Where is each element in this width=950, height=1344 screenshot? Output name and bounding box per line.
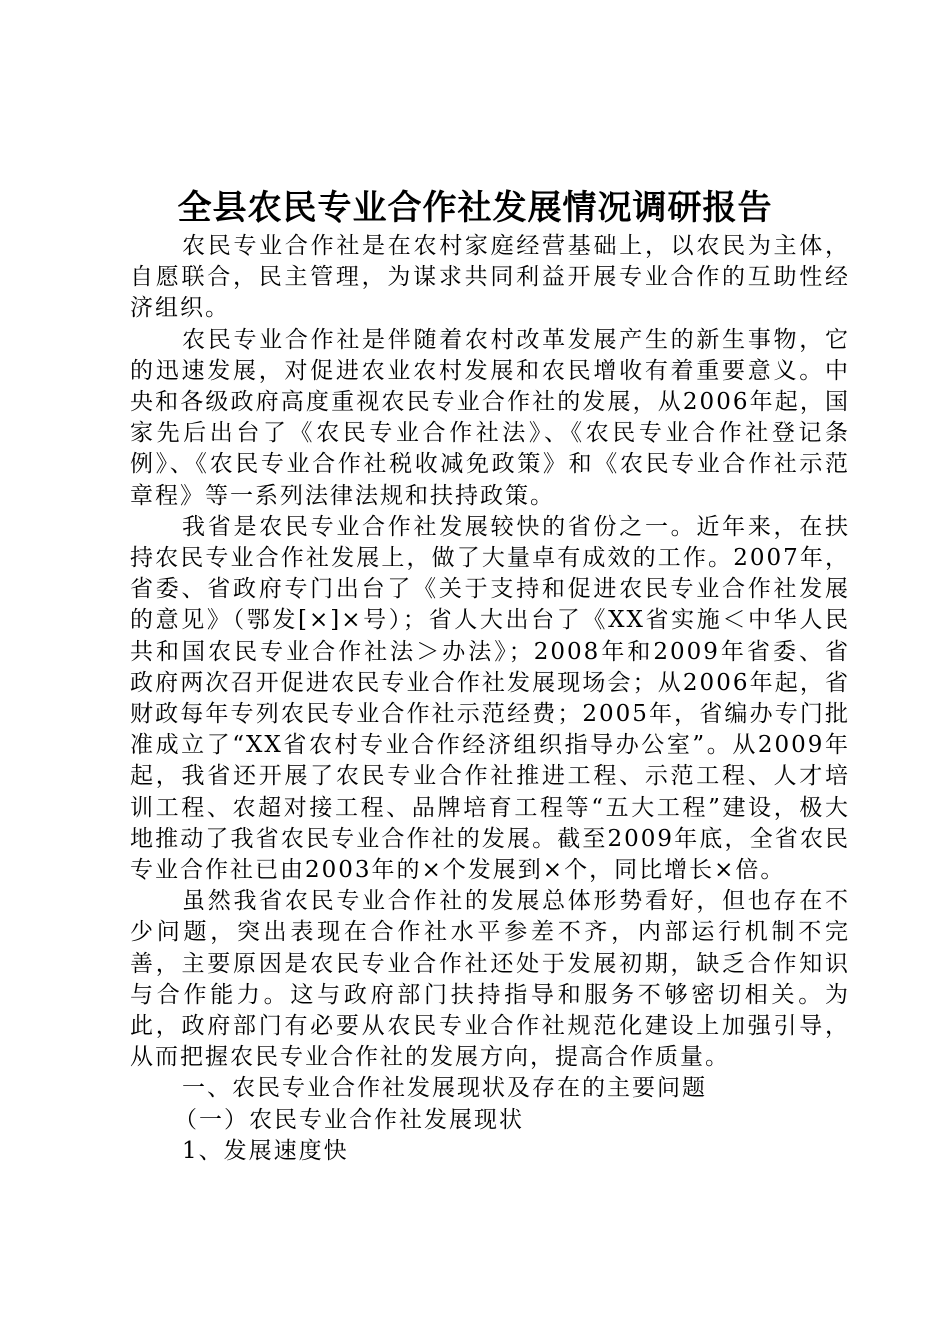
section-heading-1: 一、农民专业合作社发展现状及存在的主要问题 [182,1075,707,1102]
paragraph-definition: 农民专业合作社是在农村家庭经营基础上，以农民为主体，自愿联合，民主管理，为谋求共同利益开展专业合作的互助性经济组织。 [130,233,850,322]
paragraph-problems: 虽然我省农民专业合作社的发展总体形势看好，但也存在不少问题，突出表现在合作社水平参差不齐，内部运行机制不完善，主要原因是农民专业合作社还处于发展初期，缺乏合作知识与合作能力。这与政府部门扶持指导和服务不够密切相关。为此，政府部门有必要从农民专业合作社规范化建设上加强引导，从而把握农民专业合作社的发展方向，提高合作质量。 [130,888,850,1071]
paragraph-province-support: 我省是农民专业合作社发展较快的省份之一。近年来，在扶持农民专业合作社发展上，做了大量卓有成效的工作。2007年，省委、省政府专门出台了《关于支持和促进农民专业合作社发展的意见》（鄂发[×]×号）；省人大出台了《XX省实施＜中华人民共和国农民专业合作社法＞办法》；2008年和2009年省委、省政府两次召开促进农民专业合作社发展现场会；从2006年起，省财政每年专列农民专业合作社示范经费；2005年，省编办专门批准成立了“XX省农村专业合作经济组织指导办公室”。从2009年起，我省还开展了农民专业合作社推进工程、示范工程、人才培训工程、农超对接工程、品牌培育工程等“五大工程”建设，极大地推动了我省农民专业合作社的发展。截至2009年底，全省农民专业合作社已由2003年的×个发展到×个，同比增长×倍。 [130,513,850,884]
document-title: 全县农民专业合作社发展情况调研报告 [177,188,773,228]
document-body [130,231,850,1167]
subsection-heading-1: （一）农民专业合作社发展现状 [174,1106,524,1133]
paragraph-policy-background: 农民专业合作社是伴随着农村改革发展产生的新生事物，它的迅速发展，对促进农业农村发展和农民增收有着重要意义。中央和各级政府高度重视农民专业合作社的发展，从2006年起，国家先后出台了《农民专业合作社法》、《农民专业合作社登记条例》、《农民专业合作社税收减免政策》和《农民专业合作社示范章程》等一系列法律法规和扶持政策。 [130,326,850,509]
item-heading-1: 1、发展速度快 [182,1137,349,1164]
